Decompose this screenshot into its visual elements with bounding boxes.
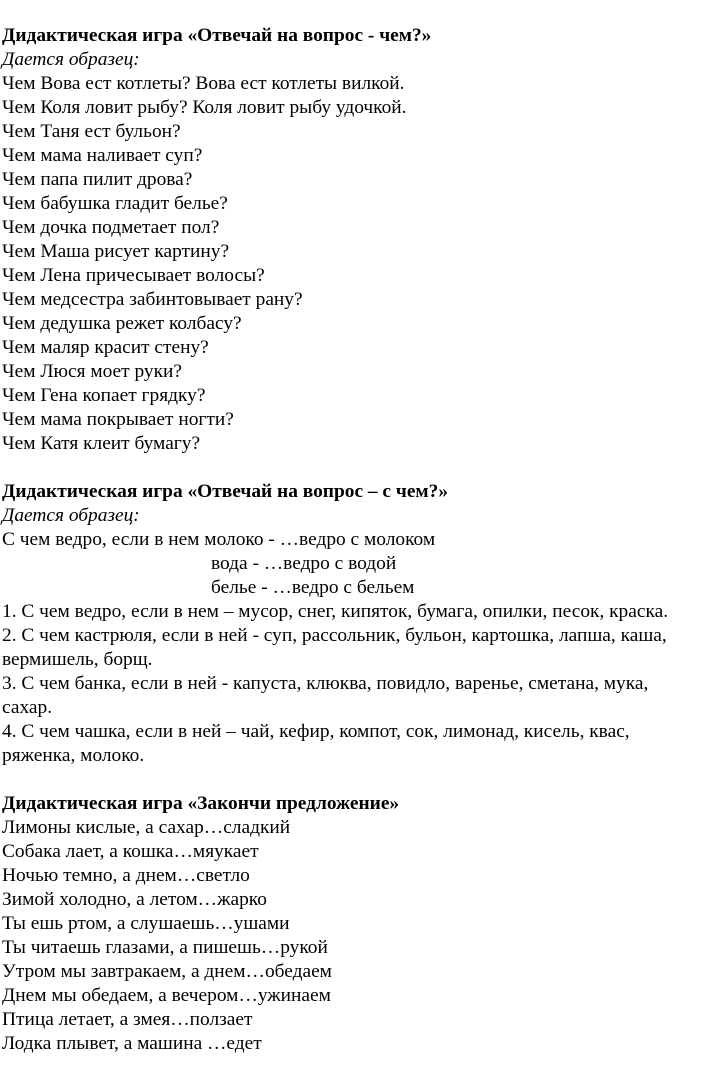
- section-heading: Дидактическая игра «Закончи предложение»: [2, 793, 400, 814]
- text-line: Днем мы обедаем, а вечером…ужинаем: [2, 985, 331, 1006]
- section-with-what: [2, 480, 702, 768]
- text-line: Чем Таня ест бульон?: [2, 121, 181, 142]
- numbered-item: 1. С чем ведро, если в нем – мусор, снег, кипяток, бумага, опилки, песок, краска.: [2, 601, 669, 622]
- text-line: Лимоны кислые, а сахар…сладкий: [2, 817, 291, 838]
- text-line: Собака лает, а кошка…мяукает: [2, 841, 259, 862]
- document-page: [2, 24, 702, 1056]
- text-line: Чем маляр красит стену?: [2, 337, 209, 358]
- section-heading: Дидактическая игра «Отвечай на вопрос - чем?»: [2, 25, 432, 46]
- text-line: Утром мы завтракаем, а днем…обедаем: [2, 961, 332, 982]
- text-line: Чем мама наливает суп?: [2, 145, 203, 166]
- text-line: Чем папа пилит дрова?: [2, 169, 193, 190]
- text-line: Чем мама покрывает ногти?: [2, 409, 234, 430]
- text-line: Чем Коля ловит рыбу? Коля ловит рыбу удочкой.: [2, 97, 407, 118]
- text-line: Чем Гена копает грядку?: [2, 385, 206, 406]
- numbered-item: 2. С чем кастрюля, если в ней - суп, рассольник, бульон, картошка, лапша, каша, вермишель, борщ.: [2, 625, 667, 670]
- numbered-item: 3. С чем банка, если в ней - капуста, клюква, повидло, варенье, сметана, мука, сахар.: [2, 673, 649, 718]
- text-line: Чем бабушка гладит белье?: [2, 193, 228, 214]
- text-line: Чем Маша рисует картину?: [2, 241, 230, 262]
- text-line: Чем Катя клеит бумагу?: [2, 433, 201, 454]
- spacer: [2, 768, 702, 792]
- example-line: С чем ведро, если в нем молоко - …ведро с молоком: [2, 529, 436, 550]
- text-line: Чем медсестра забинтовывает рану?: [2, 289, 303, 310]
- text-line: Ночью темно, а днем…светло: [2, 865, 250, 886]
- numbered-item: 4. С чем чашка, если в ней – чай, кефир, компот, сок, лимонад, кисель, квас, ряженка, молоко.: [2, 721, 630, 766]
- example-indent-line: вода - …ведро с водой: [211, 553, 397, 574]
- text-line: Чем Люся моет руки?: [2, 361, 183, 382]
- text-line: Лодка плывет, а машина …едет: [2, 1033, 262, 1054]
- text-line: Чем Лена причесывает волосы?: [2, 265, 265, 286]
- text-line: Зимой холодно, а летом…жарко: [2, 889, 267, 910]
- section-finish-sentence: [2, 792, 702, 1056]
- text-line: Чем дедушка режет колбасу?: [2, 313, 242, 334]
- text-line: Чем дочка подметает пол?: [2, 217, 220, 238]
- spacer: [2, 456, 702, 480]
- example-indent-line: белье - …ведро с бельем: [211, 577, 415, 598]
- example-note: Дается образец:: [2, 49, 140, 70]
- example-note: Дается образец:: [2, 505, 140, 526]
- section-what-with: [2, 24, 702, 456]
- text-line: Ты ешь ртом, а слушаешь…ушами: [2, 913, 290, 934]
- text-line: Птица летает, а змея…ползает: [2, 1009, 253, 1030]
- text-line: Чем Вова ест котлеты? Вова ест котлеты вилкой.: [2, 73, 405, 94]
- text-line: Ты читаешь глазами, а пишешь…рукой: [2, 937, 328, 958]
- section-heading: Дидактическая игра «Отвечай на вопрос – с чем?»: [2, 481, 449, 502]
